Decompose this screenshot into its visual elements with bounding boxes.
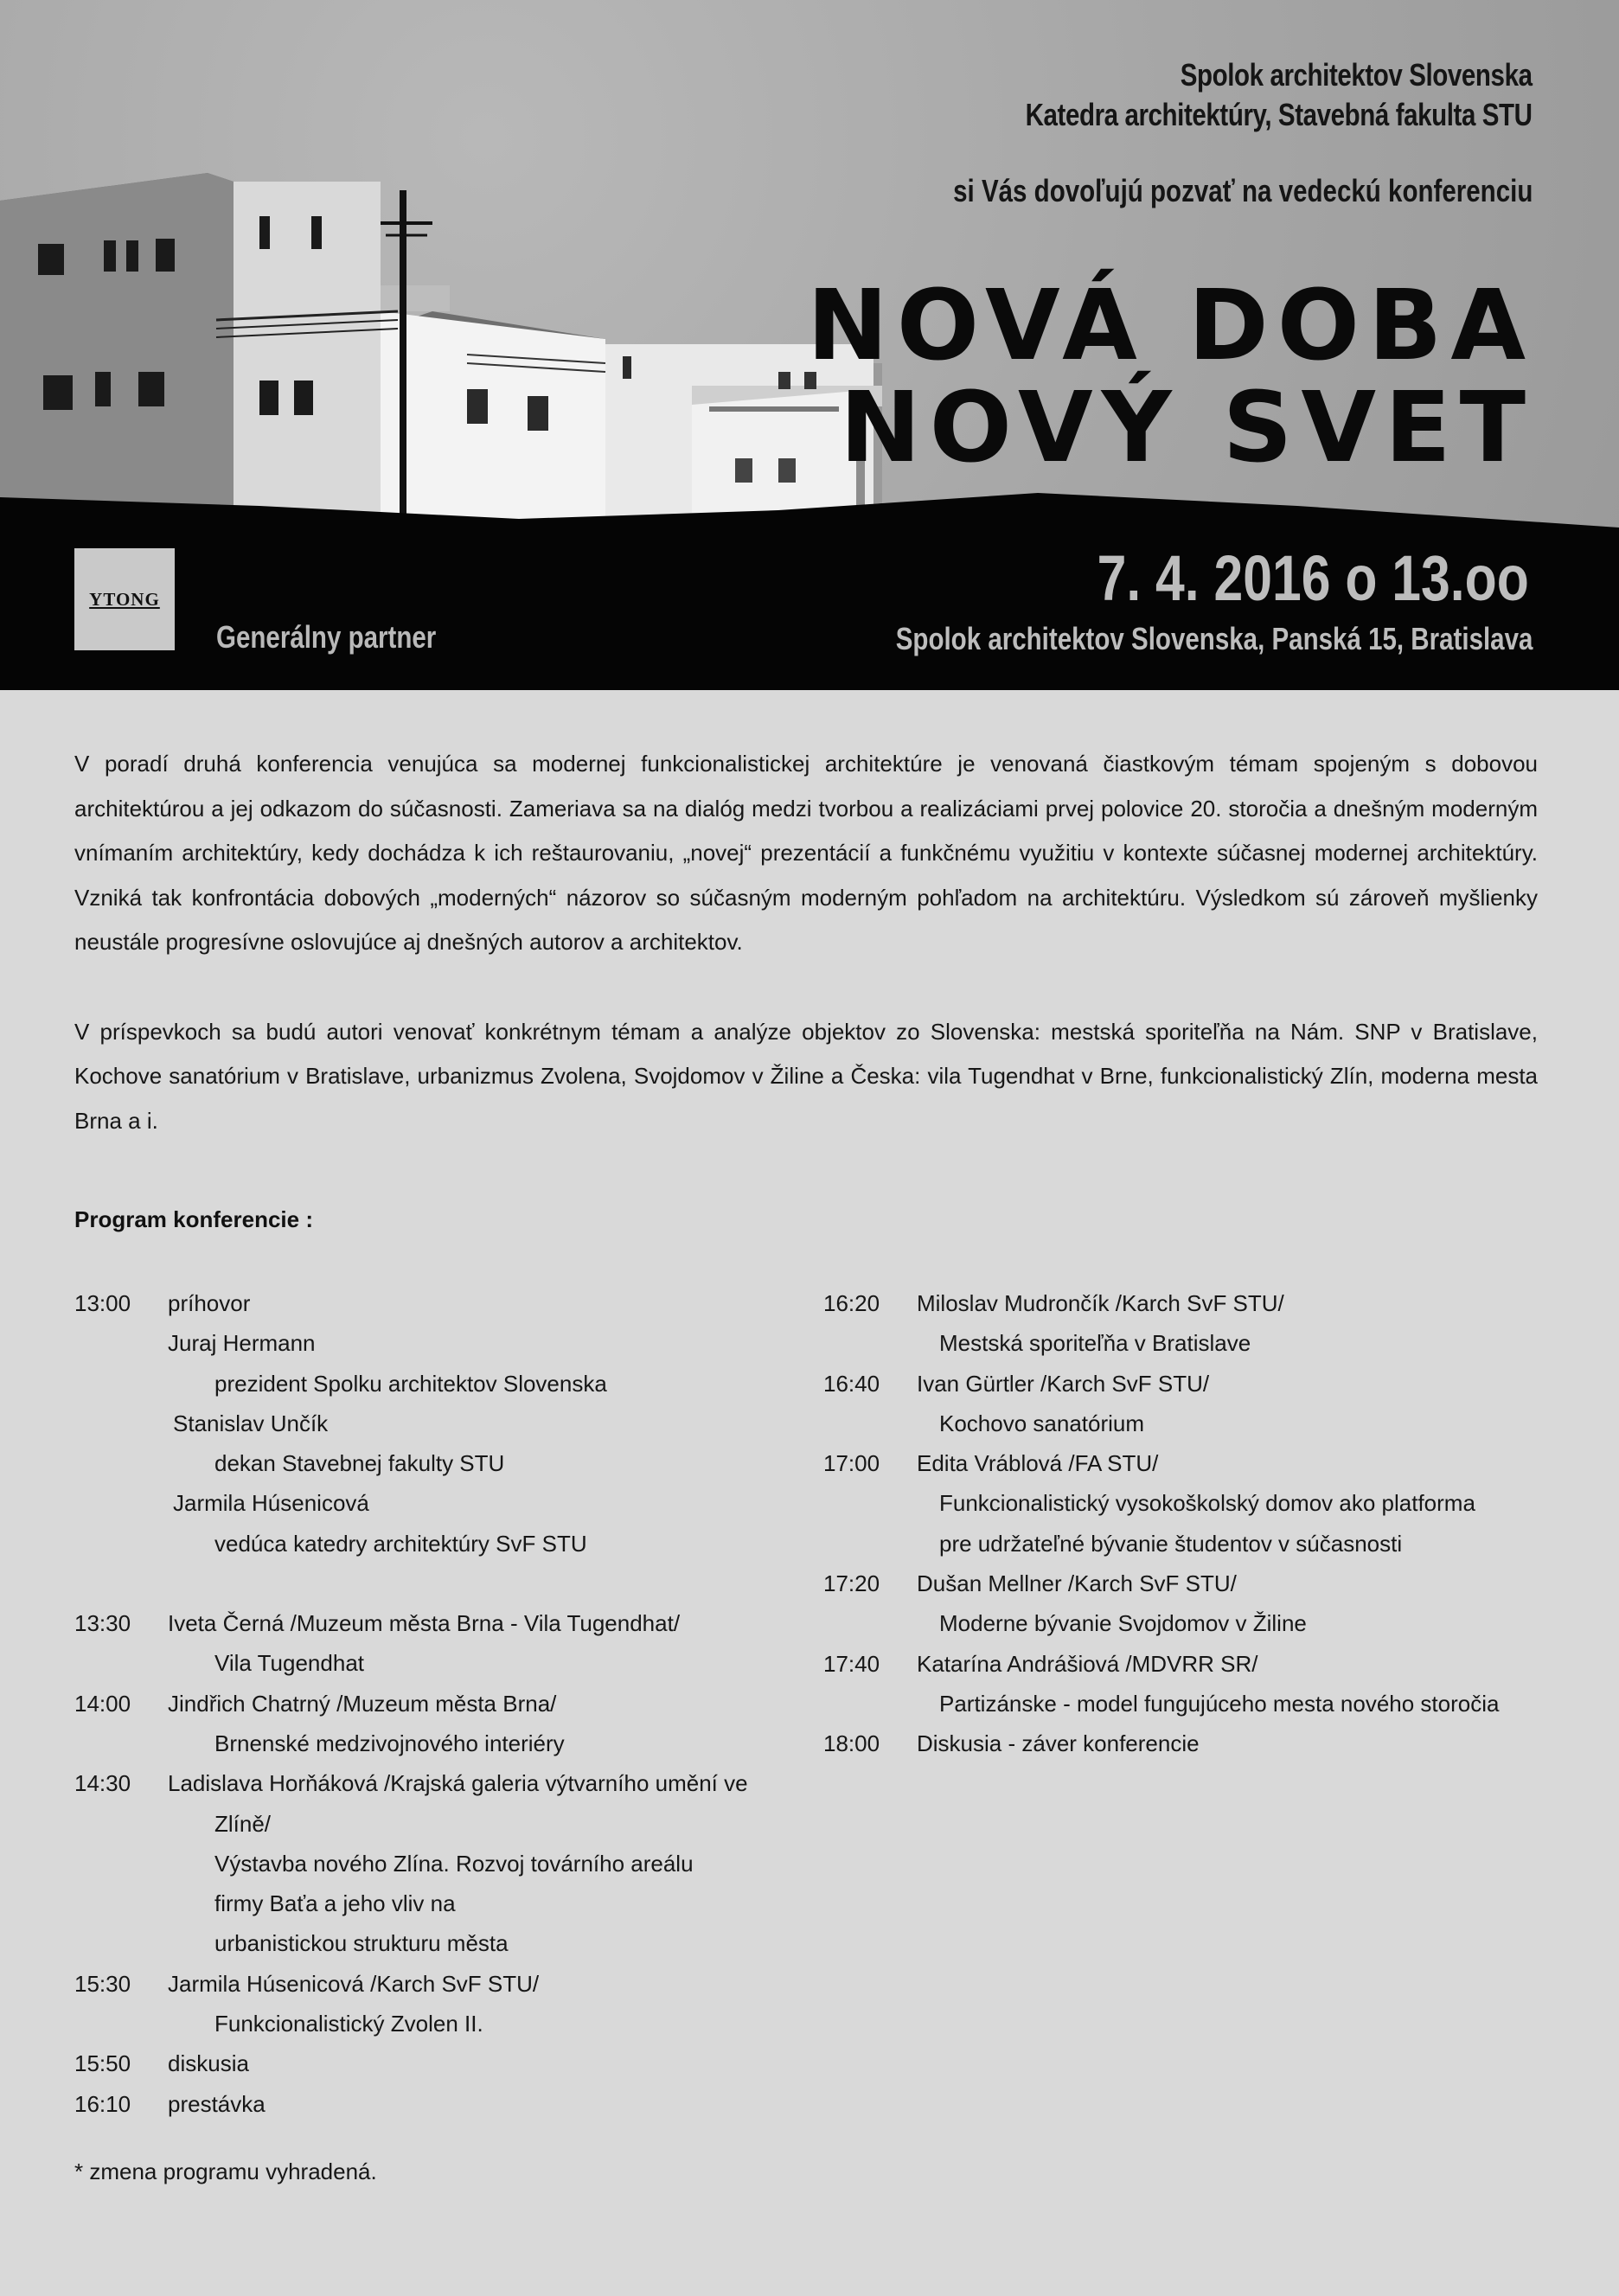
speaker-name: Juraj Hermann [168, 1330, 316, 1357]
speaker-name: Jarmila Húsenicová [173, 1490, 369, 1517]
program-subtext: firmy Baťa a jeho vliv na [214, 1890, 456, 1917]
program-text: Miloslav Mudrončík /Karch SvF STU/ [917, 1290, 1284, 1316]
program-text: príhovor [168, 1290, 251, 1316]
program-text: Katarína Andrášiová /MDVRR SR/ [917, 1650, 1258, 1677]
speaker-role: dekan Stavebnej fakulty STU [214, 1450, 505, 1477]
event-venue: Spolok architektov Slovenska, Panská 15, Bratislava [895, 621, 1533, 656]
program-text: prestávka [168, 2090, 266, 2117]
program-subtext: Brnenské medzivojnového interiéry [214, 1730, 565, 1756]
speaker-role: prezident Spolku architektov Slovenska [214, 1370, 607, 1397]
header-banner [0, 0, 1619, 690]
program-text: Jindřich Chatrný /Muzeum města Brna/ [168, 1690, 557, 1717]
program-time: 18:00 [823, 1730, 880, 1757]
program-subtext: Vila Tugendhat [214, 1650, 364, 1677]
program-subtext: Výstavba nového Zlína. Rozvoj továrního areálu [214, 1850, 694, 1877]
program-time: 15:50 [74, 2050, 131, 2077]
program-time: 16:10 [74, 2090, 131, 2117]
program-text: Jarmila Húsenicová /Karch SvF STU/ [168, 1970, 540, 1997]
program-left-column [74, 1283, 784, 2124]
general-partner-label: Generálny partner [216, 619, 437, 655]
program-text: Ivan Gürtler /Karch SvF STU/ [917, 1370, 1210, 1397]
program-item [74, 1684, 784, 1724]
conference-title [807, 270, 1534, 484]
program-time: 13:00 [74, 1290, 131, 1316]
event-datetime: 7. 4. 2016 o 13.oo [1097, 542, 1529, 614]
program-time: 17:40 [823, 1650, 880, 1677]
title-line-1: NOVÁ DOBA [807, 270, 1534, 382]
program-item [74, 1964, 784, 2004]
organizer-line-2: Katedra architektúry, Stavebná fakulta STU [1026, 97, 1533, 132]
program-item [823, 1364, 1541, 1404]
program-right-column [823, 1283, 1541, 1764]
program-item [74, 2084, 784, 2124]
program-time: 15:30 [74, 1970, 131, 1997]
program-item [823, 1564, 1541, 1603]
program-time: 17:20 [823, 1570, 880, 1597]
program-time: 17:00 [823, 1450, 880, 1477]
program-change-note: * zmena programu vyhradená. [74, 2158, 377, 2184]
speaker-role: vedúca katedry architektúry SvF STU [214, 1530, 587, 1557]
speaker-name: Stanislav Unčík [173, 1410, 329, 1436]
program-heading: Program konferencie : [74, 1206, 313, 1232]
program-subtext: Moderne bývanie Svojdomov v Žiline [939, 1610, 1307, 1637]
program-subtext: pre udržateľné bývanie študentov v súčasnosti [939, 1530, 1403, 1557]
title-line-2: NOVÝ SVET [840, 372, 1534, 484]
program-item [74, 2043, 784, 2083]
program-time: 14:30 [74, 1770, 131, 1797]
program-text: Iveta Černá /Muzeum města Brna - Vila Tugendhat/ [168, 1610, 681, 1637]
program-subtext: Zlíně/ [214, 1810, 272, 1837]
program-item [74, 1283, 784, 1323]
program-text: Dušan Mellner /Karch SvF STU/ [917, 1570, 1237, 1597]
program-subtext: urbanistickou strukturu města [214, 1930, 509, 1957]
program-time: 16:40 [823, 1370, 880, 1397]
program-item [74, 1763, 784, 1803]
program-time: 14:00 [74, 1690, 131, 1717]
program-time: 13:30 [74, 1610, 131, 1637]
program-item [823, 1443, 1541, 1483]
program-text: Diskusia - záver konferencie [917, 1730, 1200, 1757]
program-time: 16:20 [823, 1290, 880, 1316]
program-subtext: Funkcionalistický Zvolen II. [214, 2011, 483, 2037]
program-text: diskusia [168, 2050, 249, 2077]
program-subtext: Mestská sporiteľňa v Bratislave [939, 1330, 1251, 1357]
program-text: Ladislava Horňáková /Krajská galeria výtvarního umění ve [168, 1770, 748, 1797]
program-subtext: Partizánske - model fungujúceho mesta nového storočia [939, 1690, 1500, 1717]
ytong-logo-text: YTONG [89, 588, 160, 610]
program-subtext: Kochovo sanatórium [939, 1410, 1145, 1436]
ytong-logo [74, 548, 175, 650]
program-item [823, 1724, 1541, 1763]
spacer [74, 1564, 784, 1603]
organizer-line-1: Spolok architektov Slovenska [1181, 57, 1533, 93]
intro-paragraph-2: V príspevkoch sa budú autori venovať konkrétnym témam a analýze objektov zo Slovenska: mestská sporiteľňa na Nám. SNP v Bratislave, Kochove sanatórium v Bratislave, urbanizmus Zvolena, Svojdomov v Žiline a Česka: vila Tugendhat v Brne, funkcionalistický Zlín, moderna mesta Brna a i. [74, 1018, 1538, 1134]
program-subtext: Funkcionalistický vysokoškolský domov ako platforma [939, 1490, 1475, 1517]
program-text: Edita Vráblová /FA STU/ [917, 1450, 1159, 1477]
organizers [1026, 55, 1533, 135]
intro-paragraph-1: V poradí druhá konferencia venujúca sa modernej funkcionalistickej architektúre je venovaná čiastkovým témam spojeným s dobovou architektúrou a jej odkazom do súčasnosti. Zameriava sa na dialóg medzi tvorbou a realizáciami prvej polovice 20. storočia a dnešným moderným vnímaním architektúry, kedy dochádza k ich reštaurovaniu, „novej“ prezentácií a funkčnému využitiu v kontexte súčasnej modernej architektúry. Vzniká tak konfrontácia dobových „moderných“ názorov so súčasným moderným pohľadom na architektúru. Výsledkom sú zároveň myšlienky neustále progresívne oslovujúce aj dnešných autorov a architektov. [74, 751, 1538, 955]
program-item [823, 1644, 1541, 1684]
program-item [823, 1283, 1541, 1323]
intro-text [74, 742, 1538, 1188]
program-item [74, 1603, 784, 1643]
invitation-line: si Vás dovoľujú pozvať na vedeckú konferenciu [952, 173, 1533, 208]
